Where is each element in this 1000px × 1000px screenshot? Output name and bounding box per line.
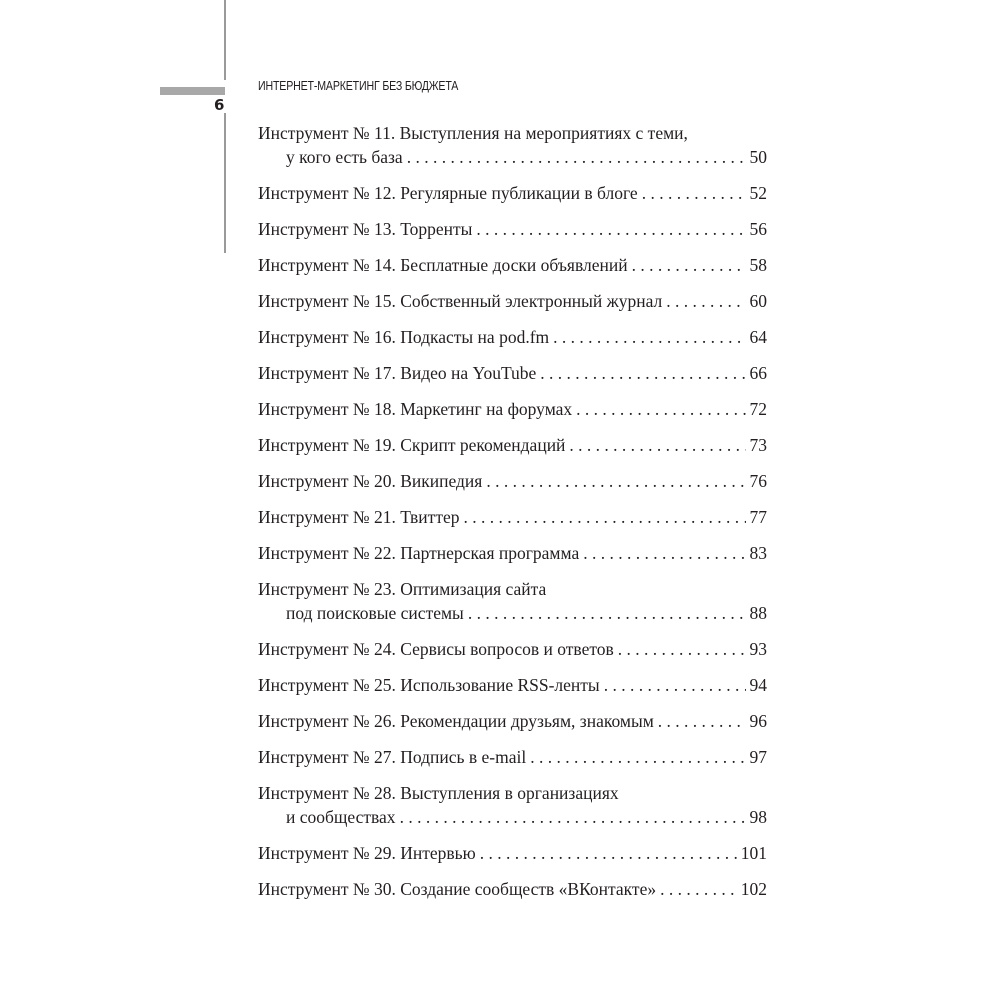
leader-dots [476,217,745,241]
toc-line [258,541,767,565]
toc-line [258,781,767,805]
toc-page-number: 83 [749,543,767,563]
toc-entry[interactable] [258,841,767,865]
toc-line [258,841,767,865]
toc-entry-title: Инструмент № 15. Собственный электронный журнал [258,291,663,311]
toc-line [258,577,767,601]
toc-page-number: 58 [749,255,767,275]
toc-entry[interactable] [258,469,767,493]
leader-dots [530,745,745,769]
toc-entry[interactable] [258,541,767,565]
toc-entry[interactable] [258,577,767,625]
toc-page-number: 76 [749,471,767,491]
toc-entry[interactable] [258,673,767,697]
leader-dots [604,673,746,697]
toc-page-number: 98 [749,807,767,827]
leader-dots [553,325,745,349]
toc-page-number: 96 [749,711,767,731]
toc-page-number: 94 [749,675,767,695]
toc-entry-title: Инструмент № 13. Торренты [258,219,473,239]
toc-page-number: 102 [740,879,767,899]
toc-page-number: 64 [749,327,767,347]
toc-line [258,145,767,169]
toc-entry-title: Инструмент № 16. Подкасты на pod.fm [258,327,550,347]
toc-line [258,253,767,277]
toc-entry-title: Инструмент № 21. Твиттер [258,507,460,527]
toc-line [258,361,767,385]
toc-page-number: 88 [749,603,767,623]
leader-dots [569,433,745,457]
toc-entry[interactable] [258,217,767,241]
leader-dots [632,253,746,277]
leader-dots [486,469,745,493]
toc-entry[interactable] [258,781,767,829]
leader-dots [407,145,746,169]
page-number: 6 [214,96,225,114]
leader-dots [658,709,746,733]
toc-entry-title: под поисковые системы [286,603,464,623]
running-title: ИНТЕРНЕТ-МАРКЕТИНГ БЕЗ БЮДЖЕТА [258,79,459,93]
toc-page-number: 72 [749,399,767,419]
leader-dots [576,397,745,421]
toc-page-number: 77 [749,507,767,527]
toc-page-number: 60 [749,291,767,311]
leader-dots [468,601,746,625]
leader-dots [480,841,737,865]
table-of-contents [258,121,767,913]
toc-entry-title: Инструмент № 12. Регулярные публикации в блоге [258,183,638,203]
toc-line [258,181,767,205]
toc-line [258,601,767,625]
toc-page-number: 66 [749,363,767,383]
toc-line [258,433,767,457]
toc-entry[interactable] [258,397,767,421]
toc-page-number: 93 [749,639,767,659]
leader-dots [660,877,737,901]
toc-entry-title: Инструмент № 29. Интервью [258,843,476,863]
toc-page-number: 101 [740,843,767,863]
toc-entry[interactable] [258,121,767,169]
toc-line [258,289,767,313]
toc-entry-title: Инструмент № 17. Видео на YouTube [258,363,537,383]
toc-line [258,805,767,829]
toc-entry-title: Инструмент № 18. Маркетинг на форумах [258,399,573,419]
toc-entry[interactable] [258,505,767,529]
toc-entry-title: Инструмент № 27. Подпись в e-mail [258,747,527,767]
toc-entry[interactable] [258,745,767,769]
leader-dots [463,505,745,529]
toc-entry-title: Инструмент № 22. Партнерская программа [258,543,580,563]
toc-line [258,217,767,241]
toc-entry-title: Инструмент № 26. Рекомендации друзьям, знакомым [258,711,654,731]
toc-entry[interactable] [258,253,767,277]
leader-dots [583,541,745,565]
leader-dots [666,289,745,313]
toc-line [258,469,767,493]
toc-entry[interactable] [258,433,767,457]
toc-entry[interactable] [258,289,767,313]
toc-line [258,745,767,769]
toc-entry[interactable] [258,877,767,901]
toc-entry-title: Инструмент № 24. Сервисы вопросов и ответов [258,639,614,659]
toc-page-number: 50 [749,147,767,167]
toc-page-number: 73 [749,435,767,455]
toc-entry-title: Инструмент № 25. Использование RSS-ленты [258,675,600,695]
toc-page-number: 97 [749,747,767,767]
toc-line [258,673,767,697]
toc-entry[interactable] [258,325,767,349]
margin-rule-bottom [224,113,226,253]
leader-dots [642,181,746,205]
toc-entry[interactable] [258,181,767,205]
leader-dots [400,805,746,829]
toc-entry-title: у кого есть база [286,147,403,167]
toc-line [258,121,767,145]
toc-line [258,877,767,901]
toc-entry-title: и сообществах [286,807,396,827]
toc-line [258,325,767,349]
toc-line [258,637,767,661]
leader-dots [618,637,746,661]
toc-entry-title: Инструмент № 23. Оптимизация сайта [258,579,547,599]
header-bar [160,87,225,95]
toc-line [258,505,767,529]
toc-line [258,397,767,421]
toc-page-number: 52 [749,183,767,203]
margin-rule-top [224,0,226,80]
toc-entry-title: Инструмент № 28. Выступления в организациях [258,783,619,803]
toc-entry-title: Инструмент № 11. Выступления на мероприятиях с теми, [258,123,688,143]
toc-entry-title: Инструмент № 14. Бесплатные доски объявлений [258,255,628,275]
toc-page-number: 56 [749,219,767,239]
toc-entry-title: Инструмент № 20. Википедия [258,471,483,491]
toc-entry[interactable] [258,361,767,385]
toc-entry[interactable] [258,709,767,733]
toc-entry-title: Инструмент № 30. Создание сообществ «ВКонтакте» [258,879,657,899]
toc-entry-title: Инструмент № 19. Скрипт рекомендаций [258,435,566,455]
leader-dots [540,361,745,385]
toc-line [258,709,767,733]
toc-entry[interactable] [258,637,767,661]
